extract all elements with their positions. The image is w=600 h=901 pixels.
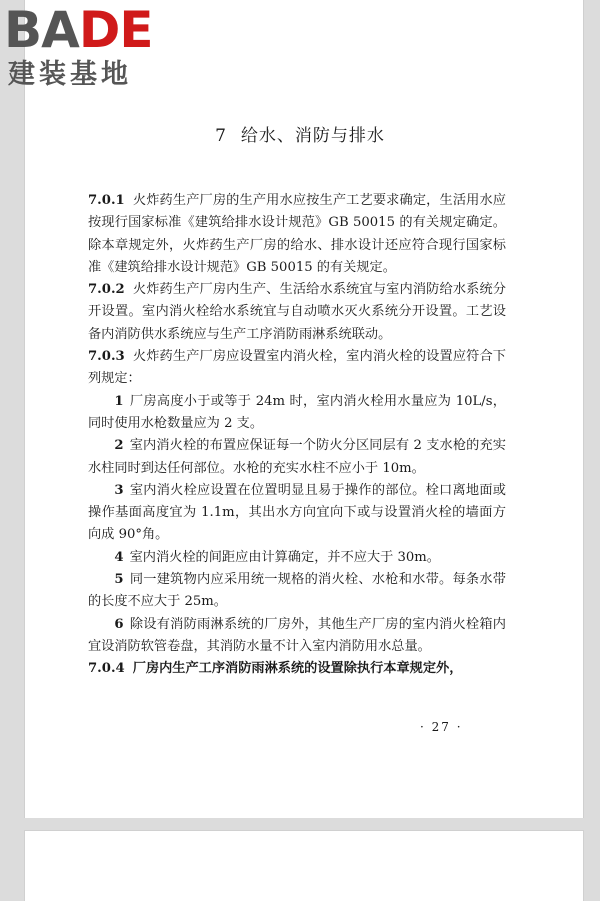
item-text: 室内消火栓应设置在位置明显且易于操作的部位。栓口离地面或操作基面高度宜为 1.1m，其出水方向宜向下或与设置消火栓的墙面方向成 90°角。 xyxy=(88,482,506,543)
item-number: 2 xyxy=(114,438,124,454)
clause-text: 火炸药生产厂房内生产、生活给水系统宜与室内消防给水系统分开设置。室内消火栓给水系统宜与自动喷水灭火系统分开设置。工艺设备内消防供水系统应与生产工序消防雨淋系统联动。 xyxy=(88,282,506,342)
item-text: 厂房高度小于或等于 24m 时，室内消火栓用水量应为 10L/s，同时使用水枪数量应为 2 支。 xyxy=(88,393,506,431)
item-text: 同一建筑物内应采用统一规格的消火栓、水枪和水带。每条水带的长度不应大于 25m。 xyxy=(88,572,506,610)
clause-number: 7.0.3 xyxy=(88,349,125,365)
bade-logo xyxy=(0,0,180,95)
clause-7-0-3 xyxy=(88,346,506,391)
next-page-edge xyxy=(24,830,584,901)
item-text: 室内消火栓的间距应由计算确定，并不应大于 30m。 xyxy=(129,549,440,565)
list-item xyxy=(88,569,506,614)
clause-7-0-4 xyxy=(88,658,506,680)
list-item xyxy=(88,480,506,547)
list-item xyxy=(88,547,506,569)
item-number: 5 xyxy=(114,572,124,588)
page-number: · 27 · xyxy=(420,720,463,734)
item-text: 除设有消防雨淋系统的厂房外，其他生产厂房的室内消火栓箱内宜设消防软管卷盘，其消防水量不计入室内消防用水总量。 xyxy=(88,616,506,654)
logo-wordmark: BADE xyxy=(4,1,153,59)
chapter-title xyxy=(0,121,600,146)
item-number: 1 xyxy=(114,393,124,409)
clause-7-0-1 xyxy=(88,190,506,279)
clause-7-0-2 xyxy=(88,279,506,346)
list-item xyxy=(88,435,506,480)
logo-subtitle: 建装基地 xyxy=(8,59,132,90)
list-item xyxy=(88,391,506,436)
chapter-number: 7 xyxy=(215,126,227,146)
chapter-title-text: 给水、消防与排水 xyxy=(240,126,385,146)
list-item xyxy=(88,614,506,659)
clause-text: 厂房内生产工序消防雨淋系统的设置除执行本章规定外， xyxy=(132,661,463,677)
item-number: 4 xyxy=(114,549,124,565)
item-number: 3 xyxy=(114,482,124,498)
clause-number: 7.0.1 xyxy=(88,193,125,208)
clause-text: 火炸药生产厂房的生产用水应按生产工艺要求确定，生活用水应按现行国家标准《建筑给排水设计规范》GB 50015 的有关规定确定。除本章规定外，火炸药生产厂房的给水、排水设计还应符合现行国家标准《建筑给排水设计规范》GB 50015 的有关规定。 xyxy=(88,193,506,275)
document-body xyxy=(88,190,506,681)
item-text: 室内消火栓的布置应保证每一个防火分区同层有 2 支水枪的充实水柱同时到达任何部位。水枪的充实水柱不应小于 10m。 xyxy=(88,438,506,476)
clause-number: 7.0.4 xyxy=(88,661,125,677)
item-number: 6 xyxy=(114,616,124,632)
clause-text: 火炸药生产厂房应设置室内消火栓，室内消火栓的设置应符合下列规定： xyxy=(88,349,506,387)
clause-number: 7.0.2 xyxy=(88,282,125,298)
